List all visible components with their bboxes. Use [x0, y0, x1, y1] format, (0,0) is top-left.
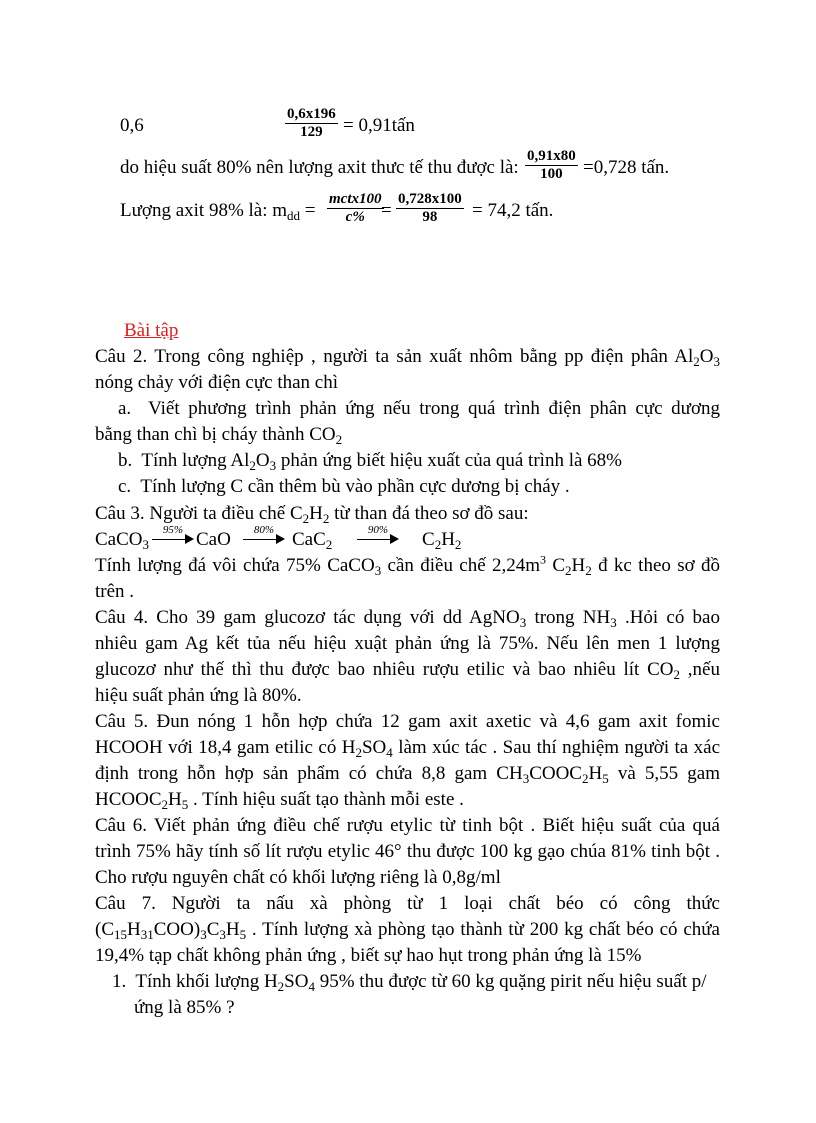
fraction-1: [285, 106, 338, 141]
question-2-line-2: nóng chảy với điện cực than chì: [95, 372, 338, 393]
cac2-formula: CaC$_2$: [292, 529, 333, 552]
acid-mass-label: Lượng axit 98% là: m: [120, 200, 288, 221]
fraction-2-numerator: 0,91x80: [527, 148, 576, 164]
fraction-4: [396, 191, 464, 226]
question-7-line-2: $(C_{15}H_{31}COO)_3C_3H_5$ . Tính lượng xà phòng tạo thành từ 200 kg chất béo có chứa: [95, 919, 720, 942]
arrow-1-head: [185, 534, 194, 544]
cao-formula: CaO: [196, 529, 231, 550]
arrow-3-shaft: [357, 539, 393, 540]
yield-statement: do hiệu suất 80% nên lượng axit thưc tế thu được là:: [120, 157, 519, 178]
arrow-2-label: 80%: [253, 524, 275, 536]
value-0-6: 0,6: [120, 115, 144, 136]
question-2c: c. Tính lượng C cần thêm bù vào phần cực dương bị cháy .: [118, 476, 570, 497]
reaction-scheme: CaCO$_3$: [95, 529, 149, 552]
result-1: = 0,91tấn: [343, 115, 415, 136]
item-1-line-2: ứng là 85% ?: [134, 997, 235, 1018]
question-4-line-4: hiệu suất phản ứng là 80%.: [95, 685, 302, 706]
fraction-3-numerator: mctx100: [329, 191, 382, 207]
fraction-3-denominator: c%: [345, 209, 365, 225]
item-1-line-1: 1. Tính khối lượng $H_2SO_4$ 95% thu được từ 60 kg quặng pirit nếu hiệu suất p/: [112, 971, 707, 994]
arrow-3-label: 90%: [367, 524, 389, 536]
equals-sign-2: =: [381, 200, 392, 221]
arrow-1-label: 95%: [162, 524, 184, 536]
question-2a-line-1: a. Viết phương trình phản ứng nếu trong quá trình điện phân cực dương: [118, 398, 720, 419]
fraction-2-denominator: 100: [540, 166, 563, 182]
question-3-line-1: Câu 3. Người ta điều chế $C_2H_2$ từ than đá theo sơ đồ sau:: [95, 503, 529, 526]
exercises-heading: Bài tập: [124, 320, 179, 341]
result-3: = 74,2 tấn.: [472, 200, 554, 221]
question-3-line-3: trên .: [95, 581, 135, 602]
c2h2-formula: $C_2H_2$: [422, 529, 462, 552]
arrow-3-head: [390, 534, 399, 544]
question-4-line-3: glucozơ như thế thì thu được bao nhiêu rượu etilic và bao nhiêu lít $CO_2$ ,nếu: [95, 659, 720, 682]
question-3-line-2: Tính lượng đá vôi chứa 75% CaCO$_3$ cần điều chế $2,24m^3$ $C_2H_2$ đ kc theo sơ đồ: [95, 552, 720, 578]
arrow-1: [152, 524, 194, 545]
arrow-1-shaft: [152, 539, 188, 540]
question-7-line-3: 19,4% tạp chất không phản ứng , biết sự hao hụt trong phản ứng là 15%: [95, 945, 642, 966]
fraction-3: [327, 191, 384, 226]
question-5-line-1: Câu 5. Đun nóng 1 hỗn hợp chứa 12 gam axit axetic và 4,6 gam axit fomic: [95, 711, 720, 732]
equals-sign: =: [304, 200, 316, 221]
fraction-1-numerator: 0,6x196: [287, 106, 336, 122]
question-6-line-2: trình 75% hãy tính số lít rượu etylic 46° thu được 100 kg gạo chúa 81% tinh bột .: [95, 841, 720, 862]
arrow-3: [357, 524, 399, 545]
fraction-4-denominator: 98: [422, 209, 438, 225]
question-6-line-1: Câu 6. Viết phản ứng điều chế rượu etylic từ tinh bột . Biết hiệu suất của quá: [95, 815, 720, 836]
fraction-4-numerator: 0,728x100: [398, 191, 462, 207]
arrow-2-shaft: [243, 539, 279, 540]
question-5-line-4: $HCOOC_2H_5$ . Tính hiệu suất tạo thành mỗi este .: [95, 789, 464, 812]
dd-subscript: dd: [287, 208, 301, 223]
question-5-line-2: HCOOH với 18,4 gam etilic có $H_2SO_4$ làm xúc tác . Sau thí nghiệm người ta xác: [95, 737, 721, 760]
question-2b: b. Tính lượng $Al_2O_3$ phản ứng biết hiệu xuất của quá trình là 68%: [118, 450, 622, 473]
result-2: =0,728 tấn.: [583, 157, 670, 178]
arrow-2-head: [276, 534, 285, 544]
question-2a-line-2: bằng than chì bị cháy thành $CO_2$: [95, 424, 343, 447]
fraction-1-denominator: 129: [300, 124, 323, 140]
question-2-line-1: Câu 2. Trong công nghiệp , người ta sản xuất nhôm bằng pp điện phân $Al_2O_3$: [95, 346, 720, 369]
question-5-line-3: định trong hỗn hợp sản phẩm có chứa 8,8 gam $CH_3COOC_2H_5$ và 5,55 gam: [95, 763, 720, 786]
fraction-2: [525, 148, 578, 183]
question-4-line-2: nhiêu gam Ag kết tủa nếu hiệu xuật phản ứng là 75%. Nếu lên men 1 lượng: [95, 633, 720, 654]
question-7-line-1: Câu 7. Người ta nấu xà phòng từ 1 loại chất béo có công thức: [95, 893, 720, 914]
arrow-2: [243, 524, 285, 545]
question-4-line-1: Câu 4. Cho 39 gam glucozơ tác dụng với dd AgNO$_3$ trong $NH_3$ .Hỏi có bao: [95, 607, 720, 630]
acid-mass-statement: [120, 200, 316, 222]
question-6-line-3: Cho rượu nguyên chất có khối lượng riêng là 0,8g/ml: [95, 867, 501, 888]
